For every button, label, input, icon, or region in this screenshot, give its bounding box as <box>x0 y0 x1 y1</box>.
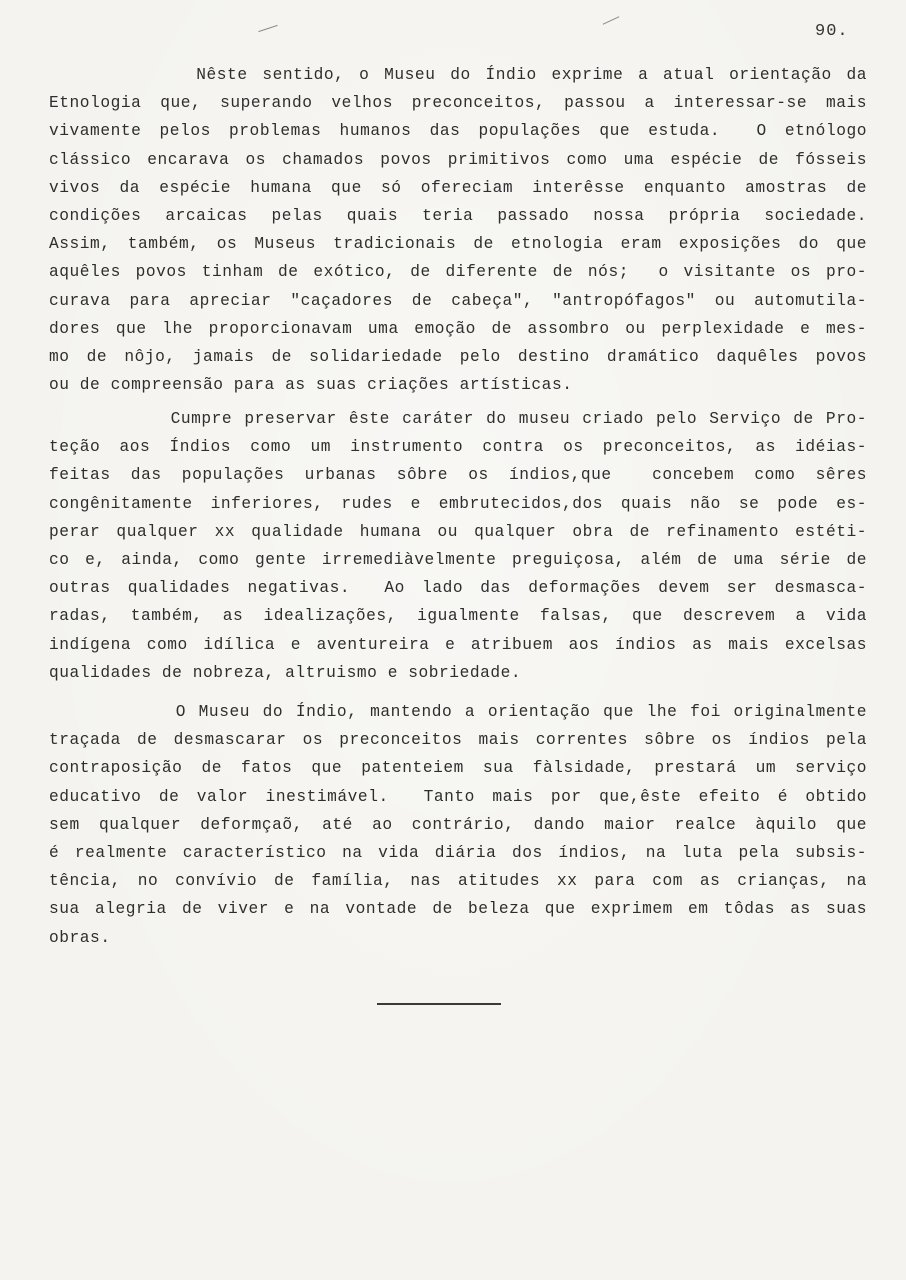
text-line: é realmente característico na vida diária dos índios, na luta pela subsis- <box>49 844 867 863</box>
text-line: co e, ainda, como gente irremediàvelmente preguiçosa, além de uma série de <box>49 551 867 570</box>
text-line: O Museu do Índio, mantendo a orientação que lhe foi originalmente <box>49 703 867 721</box>
text-line: traçada de desmascarar os preconceitos mais correntes sôbre os índios pela <box>49 731 867 750</box>
text-line: feitas das populações urbanas sôbre os índios,que concebem como sêres <box>49 466 867 485</box>
closing-rule <box>377 1003 501 1005</box>
text-line: educativo de valor inestimável. Tanto mais por que,êste efeito é obtido <box>49 787 867 806</box>
text-line: obras. <box>49 928 111 947</box>
text-line: curava para apreciar "caçadores de cabeça", "antropófagos" ou automutila- <box>49 291 867 310</box>
text-line: Assim, também, os Museus tradicionais de etnologia eram exposições do que <box>49 235 867 254</box>
paragraph-2 <box>49 405 867 687</box>
text-line: vivos da espécie humana que só ofereciam interêsse enquanto amostras de <box>49 178 867 197</box>
paragraph-3 <box>49 698 867 952</box>
paragraph-text <box>49 405 867 687</box>
text-line: ou de compreensão para as suas criações artísticas. <box>49 376 573 395</box>
page-number: 90. <box>815 22 849 41</box>
paragraph-text <box>49 698 867 952</box>
text-line: condições arcaicas pelas quais teria passado nossa própria sociedade. <box>49 207 867 226</box>
text-line: tência, no convívio de família, nas atitudes xx para com as crianças, na <box>49 872 867 891</box>
text-line: indígena como idílica e aventureira e atribuem aos índios as mais excelsas <box>49 635 867 654</box>
text-line: outras qualidades negativas. Ao lado das deformações devem ser desmasca- <box>49 579 867 598</box>
text-line: mo de nôjo, jamais de solidariedade pelo destino dramático daquêles povos <box>49 348 867 367</box>
text-line: Etnologia que, superando velhos preconceitos, passou a interessar-se mais <box>49 94 867 113</box>
text-line: congênitamente inferiores, rudes e embrutecidos,dos quais não se pode es- <box>49 494 867 513</box>
paragraph-text <box>49 61 867 399</box>
text-line: clássico encarava os chamados povos primitivos como uma espécie de fósseis <box>49 150 867 169</box>
text-line: sua alegria de viver e na vontade de beleza que exprimem em tôdas as suas <box>49 900 867 919</box>
text-line: qualidades de nobreza, altruismo e sobriedade. <box>49 663 522 682</box>
stray-mark-right <box>603 16 620 25</box>
text-line: aquêles povos tinham de exótico, de diferente de nós; o visitante os pro- <box>49 263 867 282</box>
paragraph-1 <box>49 61 867 399</box>
text-line: perar qualquer xx qualidade humana ou qualquer obra de refinamento estéti- <box>49 522 867 541</box>
text-line: sem qualquer deformçaõ, até ao contrário, dando maior realce àquilo que <box>49 815 867 834</box>
text-line: Nêste sentido, o Museu do Índio exprime a atual orientação da <box>49 66 867 84</box>
text-line: Cumpre preservar êste caráter do museu criado pelo Serviço de Pro- <box>49 410 867 428</box>
text-line: radas, também, as idealizações, igualmente falsas, que descrevem a vida <box>49 607 867 626</box>
stray-mark-left <box>258 25 277 32</box>
text-line: contraposição de fatos que patenteiem sua fàlsidade, prestará um serviço <box>49 759 867 778</box>
text-line: dores que lhe proporcionavam uma emoção de assombro ou perplexidade e mes- <box>49 319 867 338</box>
text-line: teção aos Índios como um instrumento contra os preconceitos, as idéias- <box>49 438 867 457</box>
text-line: vivamente pelos problemas humanos das populações que estuda. O etnólogo <box>49 122 867 141</box>
